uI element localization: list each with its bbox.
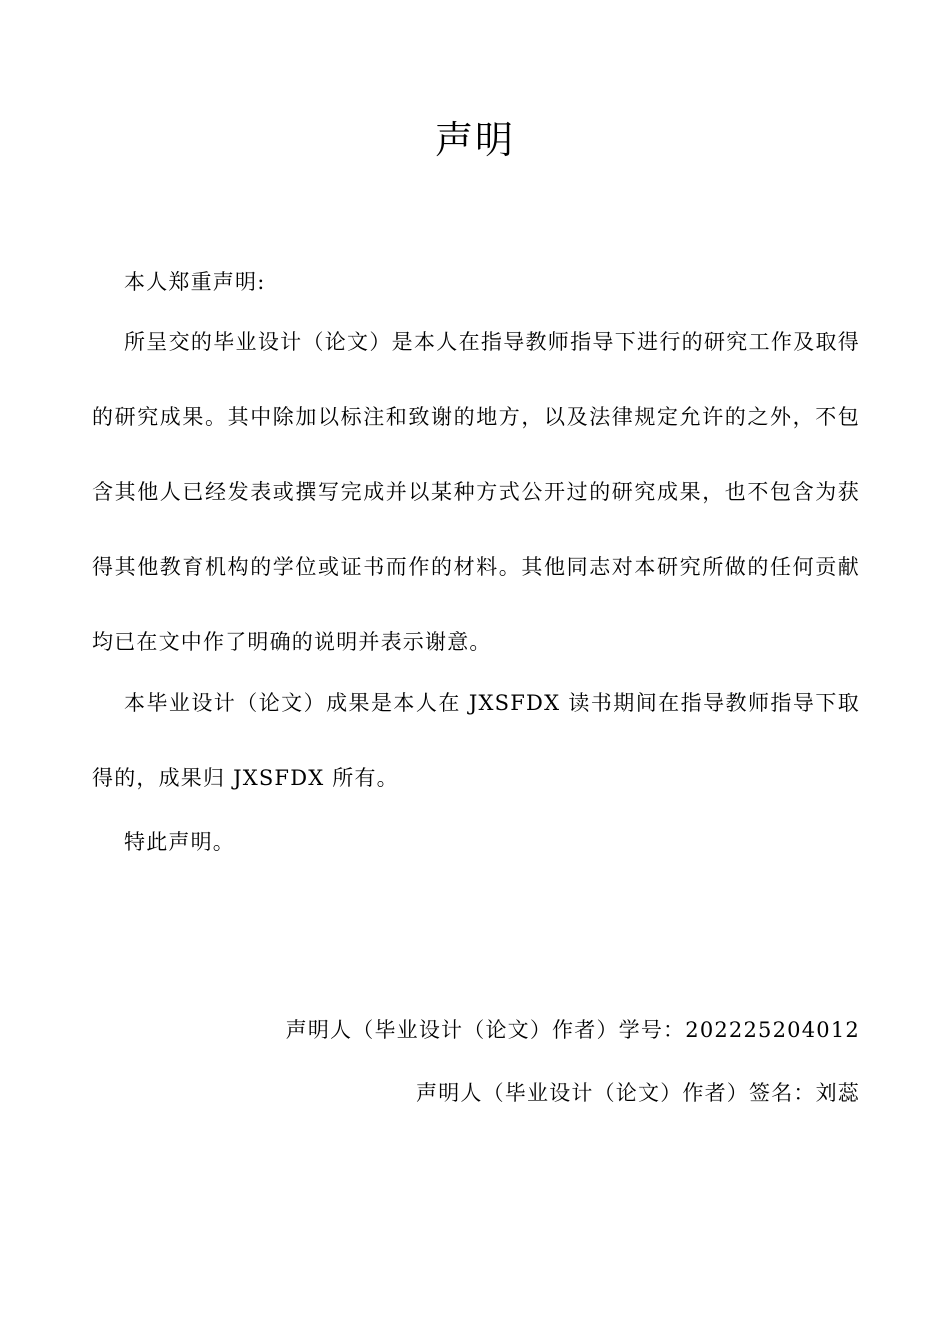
declaration-body-paragraph: 所呈交的毕业设计（论文）是本人在指导教师指导下进行的研究工作及取得的研究成果。其中除加以标注和致谢的地方，以及法律规定允许的之外，不包含其他人已经发表或撰写完成并以某种方式公开过的研究成果，也不包含为获得其他教育机构的学位或证书而作的材料。其他同志对本研究所做的任何贡献均已在文中作了明确的说明并表示谢意。 — [92, 330, 860, 654]
signature-student-id: 声明人（毕业设计（论文）作者）学号：202225204012 — [285, 1018, 860, 1042]
declaration-closing: 特此声明。 — [124, 830, 235, 854]
signature-name: 声明人（毕业设计（论文）作者）签名：刘蕊 — [416, 1081, 860, 1105]
ownership-paragraph: 本毕业设计（论文）成果是本人在 JXSFDX 读书期间在指导教师指导下取得的，成果归 JXSFDX 所有。 — [92, 691, 860, 790]
page-title: 声明 — [434, 118, 515, 162]
declaration-opening: 本人郑重声明: — [124, 270, 266, 294]
